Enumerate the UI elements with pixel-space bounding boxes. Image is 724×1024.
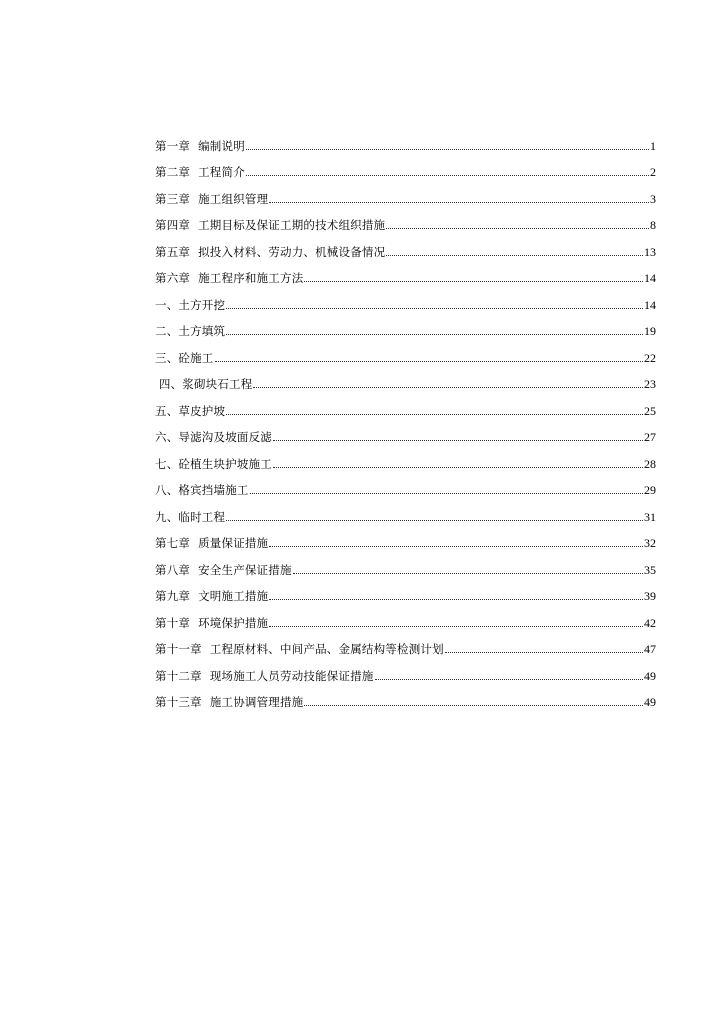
toc-page-number: 35 <box>644 562 656 577</box>
toc-entry[interactable] <box>155 471 656 498</box>
toc-entry-title <box>155 165 245 179</box>
toc-page-number: 8 <box>650 218 656 232</box>
toc-leader-dots <box>375 678 643 680</box>
toc-leader-dots <box>269 201 649 203</box>
toc-page-number: 25 <box>644 403 656 418</box>
toc-chapter-label: 第五章 <box>155 244 191 259</box>
toc-leader-dots <box>386 227 649 229</box>
toc-leader-dots <box>246 148 649 150</box>
toc-page-number: 14 <box>644 297 656 312</box>
toc-leader-dots <box>273 466 643 468</box>
toc-page-number: 47 <box>644 642 656 656</box>
toc-leader-dots <box>269 598 643 600</box>
toc-entry-title <box>155 139 245 153</box>
toc-entry[interactable] <box>155 497 656 524</box>
toc-entry[interactable] <box>155 656 656 683</box>
toc-chapter-title: 安全生产保证措施 <box>198 562 292 577</box>
toc-leader-dots <box>226 413 643 415</box>
toc-chapter-label: 第八章 <box>155 562 191 577</box>
toc-entry-title <box>155 589 268 603</box>
toc-entry-title <box>155 218 385 232</box>
toc-leader-dots <box>253 386 643 388</box>
toc-chapter-title: 拟投入材料、劳动力、机械设备情况 <box>198 244 386 259</box>
toc-entry-title <box>155 695 303 709</box>
table-of-contents <box>155 126 656 709</box>
toc-page-number: 42 <box>644 615 656 630</box>
toc-chapter-label: 第九章 <box>155 589 191 603</box>
toc-page-number: 1 <box>650 138 656 153</box>
toc-leader-dots <box>445 651 643 653</box>
toc-entry[interactable] <box>155 550 656 577</box>
toc-chapter-title: 现场施工人员劳动技能保证措施 <box>209 668 374 683</box>
toc-chapter-title: 质量保证措施 <box>198 536 269 550</box>
toc-section-title: 八、格宾挡墙施工 <box>155 483 249 497</box>
toc-chapter-label: 第七章 <box>155 536 191 550</box>
toc-entry-title <box>155 669 374 683</box>
toc-page-number: 29 <box>644 483 656 497</box>
toc-page-number: 14 <box>644 271 656 285</box>
toc-entry[interactable] <box>155 285 656 312</box>
toc-leader-dots <box>226 519 643 521</box>
toc-entry[interactable] <box>155 259 656 286</box>
toc-entry[interactable] <box>155 232 656 259</box>
toc-leader-dots <box>293 572 643 574</box>
toc-page-number: 28 <box>644 456 656 471</box>
toc-leader-dots <box>304 280 643 282</box>
toc-entry[interactable] <box>155 391 656 418</box>
toc-entry[interactable] <box>155 126 656 153</box>
toc-section-title: 五、草皮护坡 <box>155 403 226 418</box>
toc-entry-title <box>155 271 303 285</box>
toc-page-number: 13 <box>644 244 656 259</box>
toc-section-title: 九、临时工程 <box>155 509 226 524</box>
toc-page-number: 19 <box>644 324 656 338</box>
toc-section-title: 三、砼施工 <box>155 350 214 365</box>
toc-entry[interactable] <box>155 683 656 710</box>
toc-page-number: 22 <box>644 350 656 365</box>
toc-chapter-title: 文明施工措施 <box>198 589 269 603</box>
toc-leader-dots <box>269 545 643 547</box>
toc-entry[interactable] <box>155 418 656 445</box>
toc-chapter-title: 工期目标及保证工期的技术组织措施 <box>198 218 386 232</box>
toc-entry[interactable] <box>155 153 656 180</box>
toc-leader-dots <box>215 360 644 362</box>
toc-entry-title <box>155 563 292 577</box>
toc-chapter-label: 第二章 <box>155 165 191 179</box>
toc-chapter-title: 工程原材料、中间产品、金属结构等检测计划 <box>209 642 444 656</box>
toc-page-number: 27 <box>644 430 656 444</box>
toc-entry[interactable] <box>155 524 656 551</box>
toc-leader-dots <box>246 174 649 176</box>
toc-entry[interactable] <box>155 365 656 392</box>
toc-entry[interactable] <box>155 603 656 630</box>
toc-entry-title <box>155 192 268 206</box>
toc-section-title: 七、砼植生块护坡施工 <box>155 456 272 471</box>
toc-entry[interactable] <box>155 444 656 471</box>
toc-entry[interactable] <box>155 179 656 206</box>
toc-page-number: 2 <box>650 165 656 179</box>
toc-chapter-title: 施工协调管理措施 <box>209 695 304 709</box>
toc-chapter-title: 环境保护措施 <box>198 615 269 630</box>
toc-entry[interactable] <box>155 206 656 233</box>
toc-chapter-title: 编制说明 <box>198 138 245 153</box>
toc-leader-dots <box>250 492 643 494</box>
toc-chapter-label: 第十章 <box>155 615 191 630</box>
toc-entry[interactable] <box>155 338 656 365</box>
toc-leader-dots <box>226 333 643 335</box>
toc-leader-dots <box>386 254 643 256</box>
toc-entry[interactable] <box>155 630 656 657</box>
toc-page-number: 32 <box>644 536 656 550</box>
toc-chapter-label: 第十二章 <box>155 668 202 683</box>
toc-leader-dots <box>269 625 643 627</box>
toc-entry[interactable] <box>155 312 656 339</box>
toc-leader-dots <box>273 439 643 441</box>
toc-chapter-label: 第一章 <box>155 138 191 153</box>
toc-leader-dots <box>304 704 643 706</box>
toc-chapter-title: 施工组织管理 <box>198 191 269 206</box>
toc-chapter-label: 第三章 <box>155 191 191 206</box>
toc-entry-title <box>155 616 268 630</box>
toc-leader-dots <box>226 307 643 309</box>
toc-page-number: 3 <box>650 191 656 206</box>
toc-page-number: 39 <box>644 589 656 603</box>
toc-page-number: 31 <box>644 509 656 524</box>
toc-chapter-label: 第六章 <box>155 271 191 285</box>
toc-page-number: 49 <box>644 695 656 709</box>
toc-chapter-label: 第十一章 <box>155 642 202 656</box>
toc-entry-title <box>155 536 268 550</box>
toc-chapter-label: 第四章 <box>155 218 191 232</box>
toc-entry-title <box>155 642 444 656</box>
toc-page-number: 23 <box>644 377 656 391</box>
toc-section-title: 六、导滤沟及坡面反滤 <box>155 430 272 444</box>
toc-chapter-title: 施工程序和施工方法 <box>198 271 304 285</box>
toc-section-title: 一、土方开挖 <box>155 297 226 312</box>
toc-page-number: 49 <box>644 668 656 683</box>
toc-chapter-title: 工程简介 <box>198 165 245 179</box>
toc-entry[interactable] <box>155 577 656 604</box>
toc-section-title: 二、土方填筑 <box>155 324 226 338</box>
toc-chapter-label: 第十三章 <box>155 695 202 709</box>
toc-entry-title <box>155 245 385 259</box>
toc-section-title: 四、浆砌块石工程 <box>155 377 253 391</box>
